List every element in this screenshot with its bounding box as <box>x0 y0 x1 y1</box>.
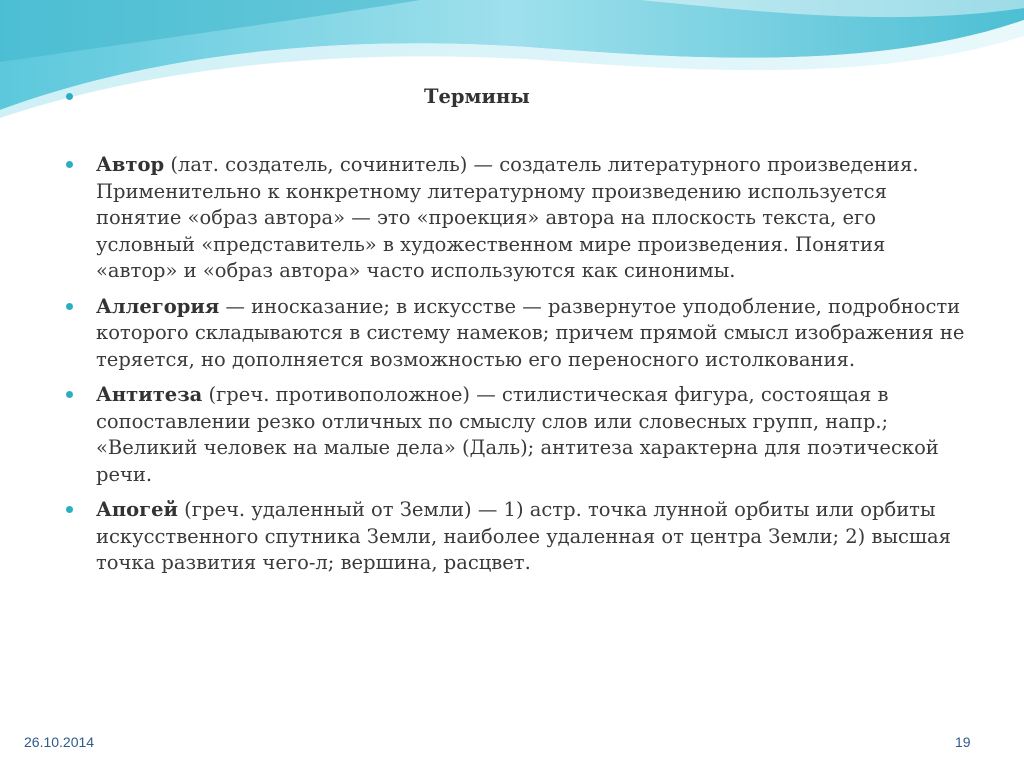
term-item-antithesis <box>66 382 966 488</box>
bullet-icon <box>66 161 73 168</box>
term-item-apogee <box>66 497 966 577</box>
bullet-icon <box>66 391 73 398</box>
term-definition: (лат. создатель, сочинитель) — создатель литературного произведения. Применительно к конкретному литературному произведению используется понятие «образ автора» — это «проекция» автора на плоскость текста, его условный «представитель» в художественном мире произведения. Понятия «автор» и «образ автора» часто используются как синонимы. <box>96 153 919 282</box>
title-bullet-row <box>66 84 966 112</box>
bullet-icon <box>66 303 73 310</box>
term-name: Антитеза <box>96 383 203 406</box>
term-definition: (греч. противоположное) — стилистическая фигура, состоящая в сопоставлении резко отличных по смыслу слов или словесных групп, напр.; «Великий человек на малые дела» (Даль); антитеза характерна для поэтической речи. <box>96 383 939 486</box>
bullet-icon <box>66 506 73 513</box>
term-item-allegory <box>66 294 966 374</box>
slide-title: Термины <box>424 85 530 108</box>
term-name: Апогей <box>96 498 178 521</box>
slide-number: 19 <box>955 734 971 750</box>
term-definition: (греч. удаленный от Земли) — 1) астр. точка лунной орбиты или орбиты искусственного спутника Земли, наиболее удаленная от центра Земли; 2) высшая точка развития чего-л; вершина, расцвет. <box>96 498 951 574</box>
term-item-author <box>66 152 966 285</box>
footer-date: 26.10.2014 <box>24 734 95 750</box>
bullet-icon <box>66 93 73 100</box>
slide-content <box>66 84 966 586</box>
term-definition: — иносказание; в искусстве — развернутое уподобление, подробности которого складываются в систему намеков; причем прямой смысл изображения не теряется, но дополняется возможностью его переносного истолкования. <box>96 294 965 371</box>
term-name: Автор <box>96 153 165 176</box>
term-name: Аллегория <box>96 294 220 318</box>
